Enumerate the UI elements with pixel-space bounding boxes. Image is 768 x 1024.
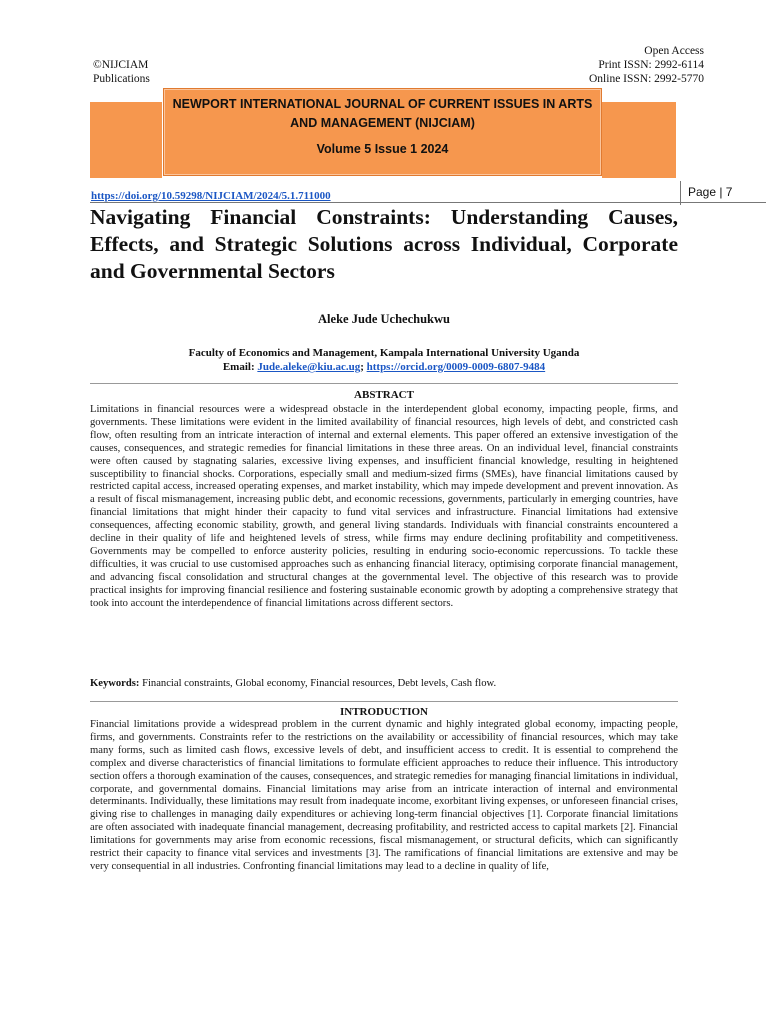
banner-side-right — [602, 102, 676, 178]
doi-link[interactable]: https://doi.org/10.59298/NIJCIAM/2024/5.1.711000 — [91, 190, 331, 202]
journal-volume: Volume 5 Issue 1 2024 — [316, 142, 449, 156]
contact-line: Email: Jude.aleke@kiu.ac.ug; https://orcid.org/0009-0009-6807-9484 — [222, 361, 546, 373]
introduction-text: Financial limitations provide a widespread problem in the current dynamic and highly integrated global economy, impacting people, firms, and governments. Constraints refer to the restrictions on the availability or accessibility of financial resources, which may take many forms, such as limited cash flows, excessive levels of debt, and insufficient access to credit. It is essential to comprehend the complex and diverse characteristics of financial limitations to formulate efficient approaches to reduce their influence. This introductory section offers a thorough examination of the causes, consequences, and strategic remedies for managing financial limitations in individual, corporate, and governmental domains. Financial limitations may arise from an intricate interaction of internal and environmental determinants. Individually, these limitations may result from inadequate income, exorbitant living expenses, or unforeseen financial crises, giving rise to challenges in managing daily expenditures or achieving long-term financial objectives [1]. Corporate financial limitations are often associated with inadequate financial management, decreasing profitability, and restricted access to capital markets [2]. Financial limitations for governments may arise from economic recessions, fiscal mismanagement, or structural deficits, which can significantly restrict their capacity to finance vital services and investments [3]. The ramifications of financial limitations are extensive and may be very consequential in all industries. Confronting financial limitations may lead to a decline in quality of life, — [90, 719, 678, 872]
email-link[interactable]: Jude.aleke@kiu.ac.ug — [257, 361, 361, 373]
journal-banner — [163, 88, 602, 176]
orcid-link[interactable]: https://orcid.org/0009-0009-6807-9484 — [366, 361, 546, 373]
affiliation: Faculty of Economics and Management, Kampala International University Uganda — [188, 347, 580, 359]
publisher-label: Publications — [93, 73, 150, 85]
publisher-block — [93, 58, 150, 86]
introduction-heading: INTRODUCTION — [339, 706, 428, 718]
abstract-text: Limitations in financial resources were a widespread obstacle in the interdependent global economy, impacting people, firms, and governments. These limitations were evident in the limited availability of financial resources, high levels of debt, and constricted cash flow, often resulting from an intricate interaction of internal and external elements. This paper offered an extensive investigation of the causes, consequences, and strategic remedies for financial limitations in these three areas. On an individual level, financial constraints were often caused by stagnating salaries, excessive living expenses, and insufficient financial knowledge, resulting in heightened susceptibility to financial shocks. Corporations, especially small and medium-sized firms (SMEs), have financial limitations caused by restricted capital access, increased operating expenses, and market instability, which may impede development and prevent innovation. As a result of fiscal mismanagement, increasing public debt, and economic recessions, governments, particularly in emerging countries, have financial limitations that might hinder their capacity to fund vital services and infrastructure. Financial limitations had extensive consequences, affecting economic stability, growth, and general living standards. Individuals with financial constraints encountered a decline in their quality of life and heightened levels of stress, while firms may endure declining profitability and competitiveness. Governments may be compelled to enforce austerity policies, resulting in enduring socio-economic repercussions. To tackle these difficulties, it was crucial to use customised approaches such as enhancing financial literacy, optimising corporate financial management, and advancing fiscal consolidation and structural changes at the governmental level. The objective of this research was to provide practical insights for improving financial resilience and fostering sustainable economic growth by adopting a comprehensive strategy that took into account the interdependence of financial limitations across different sectors. — [90, 404, 678, 609]
keywords-line — [90, 677, 678, 690]
author-name: Aleke Jude Uchechukwu — [318, 312, 450, 326]
page-number: Page | 7 — [688, 185, 733, 199]
open-access-label: Open Access — [644, 45, 704, 57]
abstract-heading: ABSTRACT — [354, 389, 414, 401]
keywords-label: Keywords: — [90, 678, 140, 689]
keywords-text: Financial constraints, Global economy, Financial resources, Debt levels, Cash flow. — [142, 678, 497, 689]
print-issn: Print ISSN: 2992-6114 — [598, 59, 704, 71]
header-rule — [90, 202, 766, 203]
journal-title: NEWPORT INTERNATIONAL JOURNAL OF CURRENT ISSUES IN ARTS AND MANAGEMENT (NIJCIAM) — [172, 97, 593, 130]
abstract-rule — [90, 383, 678, 384]
article-title: Navigating Financial Constraints: Understanding Causes, Effects, and Strategic Solutions across Individual, Corporate and Governmental Sectors — [90, 205, 678, 283]
email-label: Email: — [222, 361, 255, 373]
publisher-name: ©NIJCIAM — [93, 59, 149, 71]
banner-side-left — [90, 102, 162, 178]
online-issn: Online ISSN: 2992-5770 — [589, 73, 704, 85]
issn-block — [589, 44, 704, 86]
introduction-rule — [90, 701, 678, 702]
affiliation-block — [90, 346, 678, 374]
